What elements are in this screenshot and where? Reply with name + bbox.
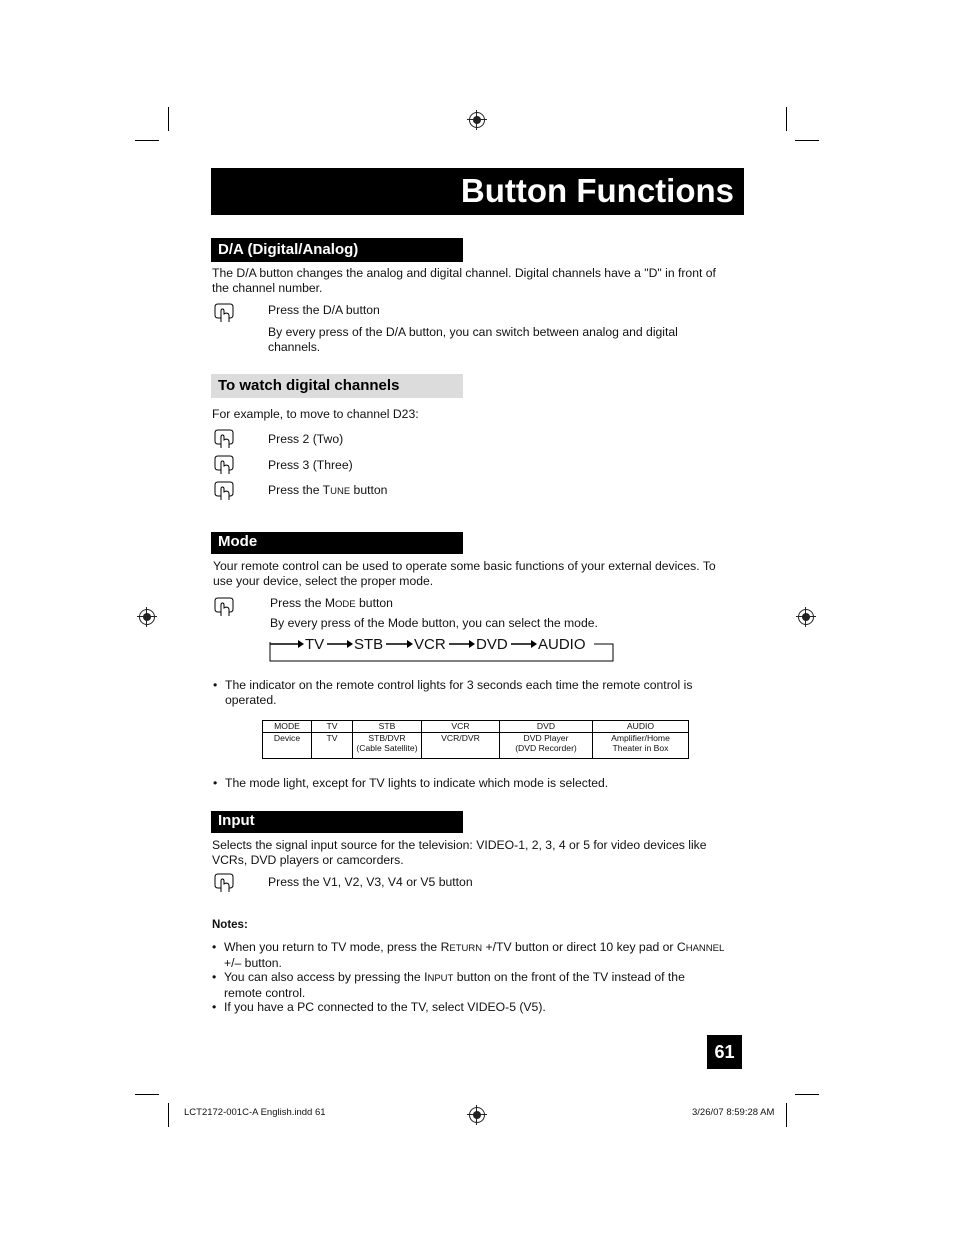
notes-heading: Notes:	[212, 919, 248, 931]
note-bullet: •	[212, 1000, 217, 1014]
mode-flow-audio: AUDIO	[538, 636, 586, 653]
mode-bullet-2: •	[213, 776, 218, 790]
page-title: Button Functions	[460, 172, 734, 209]
note-bullet: •	[212, 940, 217, 954]
footer-file-info: LCT2172-001C-A English.indd 61	[184, 1107, 326, 1118]
table-cell: VCR/DVR	[422, 733, 500, 759]
hand-press-icon	[213, 597, 235, 617]
table-cell: STB/DVR (Cable Satellite)	[353, 733, 422, 759]
table-header-cell: DVD	[500, 721, 593, 733]
watch-step-2: Press 3 (Three)	[268, 458, 353, 472]
table-header-row	[263, 721, 689, 733]
hand-press-icon	[213, 873, 235, 893]
table-cell: DVD Player (DVD Recorder)	[500, 733, 593, 759]
hand-press-icon	[213, 455, 235, 475]
mode-step-2: By every press of the Mode button, you can select the mode.	[270, 616, 598, 630]
registration-mark-icon	[469, 112, 485, 128]
watch-intro: For example, to move to channel D23:	[212, 407, 419, 421]
registration-mark-icon	[469, 1107, 485, 1123]
note-bullet: •	[212, 970, 217, 984]
registration-mark-icon	[139, 609, 155, 625]
crop-mark	[795, 140, 819, 141]
mode-step-1: Press the MODE button	[270, 596, 393, 610]
mode-intro: Your remote control can be used to operate some basic functions of your external devices. To use your device, select the proper mode.	[213, 559, 716, 588]
watch-step-3: Press the TUNE button	[268, 483, 388, 497]
section-heading-mode: Mode	[211, 532, 463, 554]
table-header-cell: STB	[353, 721, 422, 733]
table-cell: Amplifier/Home Theater in Box	[593, 733, 689, 759]
crop-mark	[135, 140, 159, 141]
mode-device-table	[262, 720, 689, 759]
crop-mark	[786, 1103, 787, 1127]
table-cell: TV	[312, 733, 353, 759]
crop-mark	[135, 1094, 159, 1095]
table-cell: Device	[263, 733, 312, 759]
mode-flow-tv: TV	[305, 636, 325, 653]
mode-flow-dvd: DVD	[476, 636, 508, 653]
note-2: You can also access by pressing the INPUT button on the front of the TV instead of the remote control.	[224, 970, 685, 1000]
mode-bullet-1-text: The indicator on the remote control lights for 3 seconds each time the remote control is operated.	[225, 678, 693, 707]
section-heading-da: D/A (Digital/Analog)	[211, 238, 463, 262]
mode-bullet-1: •	[213, 678, 218, 692]
crop-mark	[168, 1103, 169, 1127]
crop-mark	[795, 1094, 819, 1095]
section-heading-watch: To watch digital channels	[211, 374, 463, 398]
da-step-1: Press the D/A button	[268, 303, 380, 317]
mode-flow-vcr: VCR	[414, 636, 446, 653]
mode-bullet-2-text: The mode light, except for TV lights to indicate which mode is selected.	[225, 776, 609, 790]
table-header-cell: VCR	[422, 721, 500, 733]
page-title-bar	[211, 168, 744, 215]
table-header-cell: MODE	[263, 721, 312, 733]
da-intro: The D/A button changes the analog and digital channel. Digital channels have a "D" in front of the channel number.	[212, 266, 716, 295]
input-step-1: Press the V1, V2, V3, V4 or V5 button	[268, 875, 473, 889]
crop-mark	[786, 107, 787, 131]
page-number: 61	[707, 1035, 742, 1069]
table-header-cell: TV	[312, 721, 353, 733]
hand-press-icon	[213, 481, 235, 501]
footer-timestamp: 3/26/07 8:59:28 AM	[692, 1107, 775, 1118]
watch-step-1: Press 2 (Two)	[268, 432, 344, 446]
note-3: If you have a PC connected to the TV, select VIDEO-5 (V5).	[224, 1000, 546, 1014]
note-1: When you return to TV mode, press the RETURN +/TV button or direct 10 key pad or CHANNEL +/– button.	[224, 940, 725, 970]
da-step-2: By every press of the D/A button, you can switch between analog and digital channels.	[268, 325, 678, 354]
crop-mark	[168, 107, 169, 131]
registration-mark-icon	[798, 609, 814, 625]
hand-press-icon	[213, 303, 235, 323]
hand-press-icon	[213, 429, 235, 449]
table-row	[263, 733, 689, 759]
table-header-cell: AUDIO	[593, 721, 689, 733]
mode-flow-stb: STB	[354, 636, 384, 653]
section-heading-input: Input	[211, 811, 463, 833]
input-intro: Selects the signal input source for the television: VIDEO-1, 2, 3, 4 or 5 for video devices like VCRs, DVD players or camcorders.	[212, 838, 707, 867]
